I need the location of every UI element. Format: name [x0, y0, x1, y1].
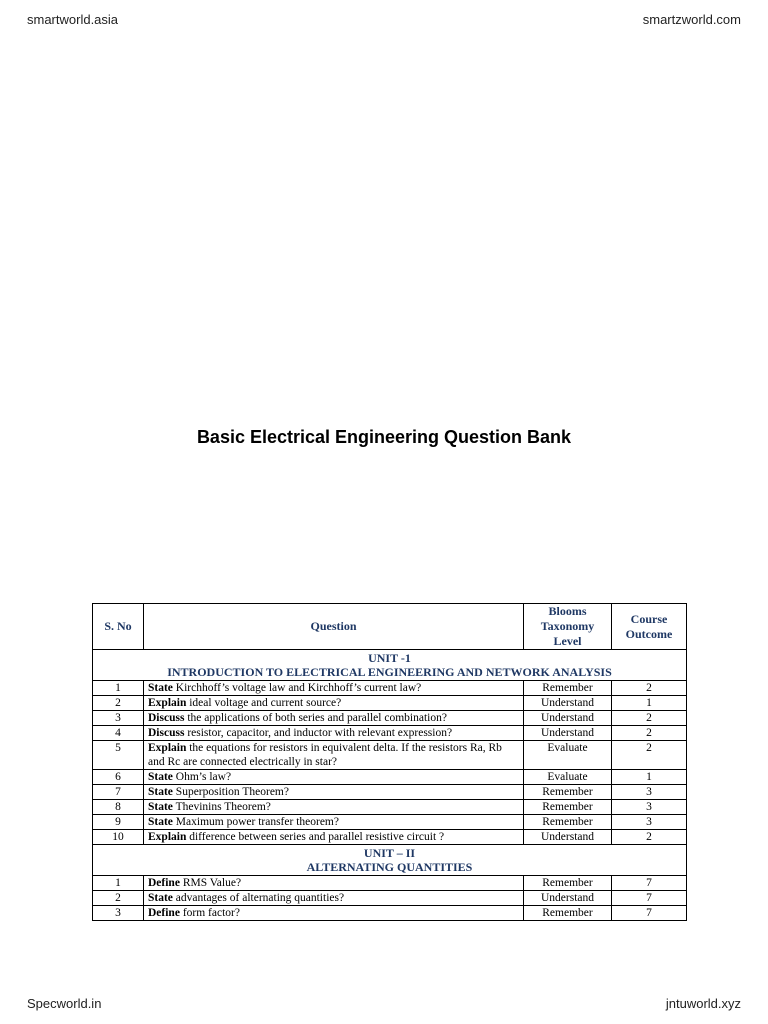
table-row [93, 785, 687, 800]
footer-right-site: jntuworld.xyz [665, 996, 741, 1011]
header-blooms-level: Blooms Taxonomy Level [524, 604, 612, 650]
question-cell [144, 681, 524, 696]
question-keyword: State [148, 682, 173, 694]
question-text: Maximum power transfer theorem? [172, 816, 339, 828]
question-text: the applications of both series and parallel combination? [184, 712, 447, 724]
table-row [93, 770, 687, 785]
blooms-level: Understand [524, 711, 612, 726]
question-keyword: Explain [148, 697, 187, 709]
course-outcome: 1 [612, 770, 687, 785]
unit-heading [93, 650, 687, 681]
blooms-level: Understand [524, 696, 612, 711]
unit-heading-row [93, 845, 687, 876]
question-text: ideal voltage and current source? [186, 697, 342, 709]
question-keyword: Discuss [148, 712, 185, 724]
blooms-level: Remember [524, 906, 612, 921]
question-text: Superposition Theorem? [172, 786, 289, 798]
question-number: 7 [93, 785, 144, 800]
question-number: 1 [93, 681, 144, 696]
course-outcome: 3 [612, 800, 687, 815]
unit-title: ALTERNATING QUANTITIES [306, 860, 473, 874]
unit-heading [93, 845, 687, 876]
question-cell [144, 891, 524, 906]
question-keyword: Explain [148, 742, 187, 754]
question-keyword: Define [148, 877, 180, 889]
question-text: Thevinins Theorem? [172, 801, 271, 813]
question-bank-table [92, 603, 687, 921]
question-keyword: Discuss [148, 727, 185, 739]
blooms-level: Remember [524, 800, 612, 815]
unit-label: UNIT – II [363, 846, 416, 860]
question-cell [144, 696, 524, 711]
question-number: 1 [93, 876, 144, 891]
question-cell [144, 726, 524, 741]
page-title: Basic Electrical Engineering Question Bank [196, 427, 572, 447]
unit-title: INTRODUCTION TO ELECTRICAL ENGINEERING AND NETWORK ANALYSIS [167, 665, 612, 679]
question-cell [144, 906, 524, 921]
table-row [93, 681, 687, 696]
question-text: advantages of alternating quantities? [172, 892, 345, 904]
course-outcome: 1 [612, 696, 687, 711]
question-cell [144, 785, 524, 800]
table-row [93, 696, 687, 711]
table-body [93, 650, 687, 921]
course-outcome: 7 [612, 876, 687, 891]
table-row [93, 711, 687, 726]
header-question: Question [144, 604, 524, 650]
question-text: RMS Value? [179, 877, 242, 889]
question-cell [144, 711, 524, 726]
course-outcome: 2 [612, 741, 687, 770]
footer-left-site: Specworld.in [27, 996, 102, 1011]
question-number: 8 [93, 800, 144, 815]
question-number: 5 [93, 741, 144, 770]
question-keyword: State [148, 786, 173, 798]
unit-label: UNIT -1 [368, 651, 411, 665]
blooms-level: Evaluate [524, 770, 612, 785]
course-outcome: 2 [612, 711, 687, 726]
question-number: 2 [93, 696, 144, 711]
course-outcome: 7 [612, 906, 687, 921]
header-left-site: smartworld.asia [27, 12, 119, 27]
question-cell [144, 876, 524, 891]
question-keyword: State [148, 801, 173, 813]
question-number: 10 [93, 830, 144, 845]
question-cell [144, 815, 524, 830]
question-keyword: Define [148, 907, 180, 919]
blooms-level: Understand [524, 726, 612, 741]
course-outcome: 2 [612, 830, 687, 845]
question-text: Ohm’s law? [172, 771, 232, 783]
question-number: 9 [93, 815, 144, 830]
blooms-level: Understand [524, 830, 612, 845]
table-row [93, 876, 687, 891]
question-text: form factor? [179, 907, 240, 919]
blooms-level: Remember [524, 785, 612, 800]
question-cell [144, 800, 524, 815]
course-outcome: 2 [612, 681, 687, 696]
blooms-level: Remember [524, 681, 612, 696]
question-number: 3 [93, 711, 144, 726]
course-outcome: 7 [612, 891, 687, 906]
question-keyword: State [148, 892, 173, 904]
header-course-outcome: Course Outcome [612, 604, 687, 650]
blooms-level: Evaluate [524, 741, 612, 770]
table-row [93, 830, 687, 845]
header-sno: S. No [93, 604, 144, 650]
question-number: 4 [93, 726, 144, 741]
question-text: difference between series and parallel resistive circuit ? [186, 831, 445, 843]
question-cell [144, 830, 524, 845]
question-keyword: State [148, 771, 173, 783]
course-outcome: 3 [612, 815, 687, 830]
question-text: Kirchhoff’s voltage law and Kirchhoff’s current law? [172, 682, 422, 694]
question-text: resistor, capacitor, and inductor with relevant expression? [184, 727, 453, 739]
table-header-row [93, 604, 687, 650]
question-number: 6 [93, 770, 144, 785]
table-row [93, 741, 687, 770]
table-row [93, 800, 687, 815]
table-row [93, 891, 687, 906]
table-row [93, 815, 687, 830]
question-keyword: State [148, 816, 173, 828]
table-row [93, 726, 687, 741]
question-text: the equations for resistors in equivalent delta. If the resistors Ra, Rb and Rc are connected electrically in star? [148, 742, 502, 768]
blooms-level: Remember [524, 876, 612, 891]
question-keyword: Explain [148, 831, 187, 843]
course-outcome: 3 [612, 785, 687, 800]
course-outcome: 2 [612, 726, 687, 741]
question-cell [144, 741, 524, 770]
unit-heading-row [93, 650, 687, 681]
question-cell [144, 770, 524, 785]
table-row [93, 906, 687, 921]
blooms-level: Remember [524, 815, 612, 830]
header-right-site: smartzworld.com [642, 12, 741, 27]
blooms-level: Understand [524, 891, 612, 906]
question-number: 3 [93, 906, 144, 921]
question-number: 2 [93, 891, 144, 906]
